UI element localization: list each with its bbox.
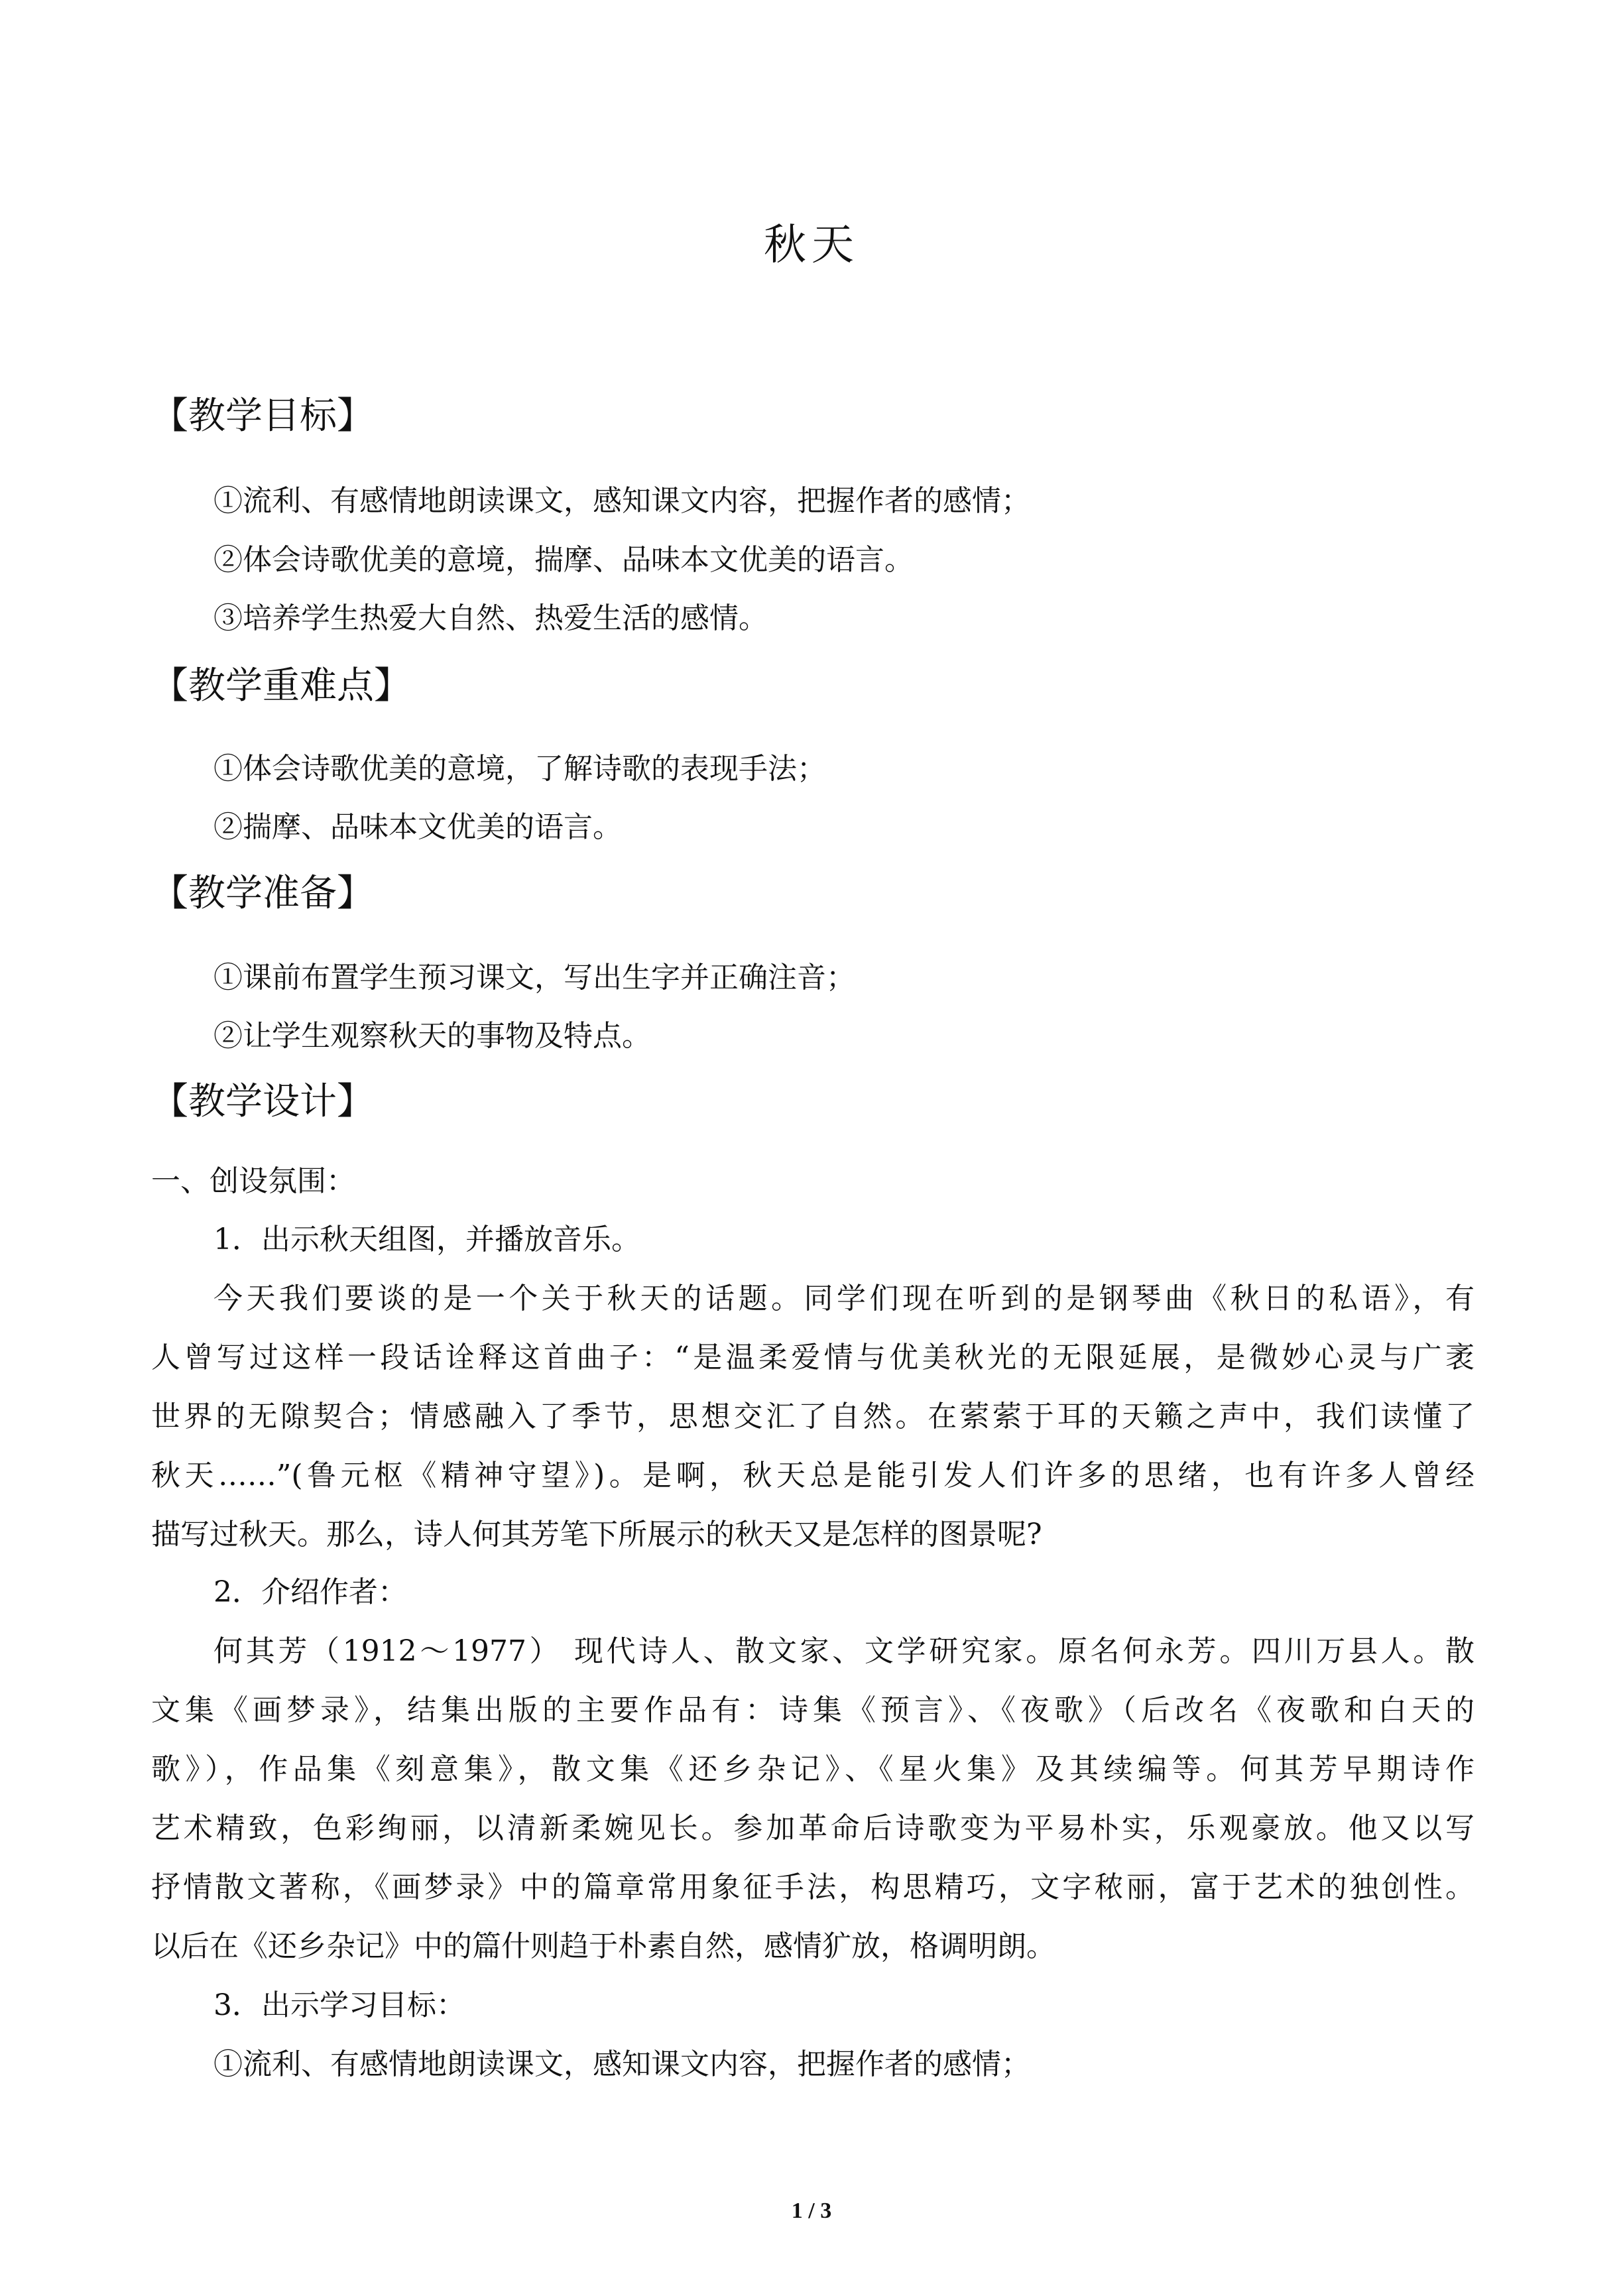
design-step-2: 2．介绍作者：: [213, 1575, 407, 1609]
paragraph-line: 人曾写过这样一段话诠释这首曲子：“是温柔爱情与优美秋光的无限延展，是微妙心灵与广袤: [151, 1341, 1474, 1374]
paragraph-line: 文集《画梦录》，结集出版的主要作品有：诗集《预言》、《夜歌》（后改名《夜歌和白天的: [151, 1693, 1474, 1727]
paragraph-line: 抒情散文著称，《画梦录》中的篇章常用象征手法，构思精巧，文字秾丽，富于艺术的独创性。: [151, 1870, 1474, 1904]
paragraph-line: 艺术精致，色彩绚丽，以清新柔婉见长。参加革命后诗歌变为平易朴实，乐观豪放。他又以写: [151, 1811, 1474, 1845]
goal-item-3: ③培养学生热爱大自然、热爱生活的感情。: [213, 601, 768, 635]
paragraph-line: 歌》），作品集《刻意集》，散文集《还乡杂记》、《星火集》及其续编等。何其芳早期诗作: [151, 1752, 1474, 1786]
paragraph-line: 以后在《还乡杂记》中的篇什则趋于朴素自然，感情犷放，格调明朗。: [151, 1929, 1055, 1963]
section-heading-preparation: 【教学准备】: [151, 872, 374, 915]
design-part-title: 一、创设氛围：: [151, 1164, 355, 1198]
goal-item-1: ①流利、有感情地朗读课文，感知课文内容，把握作者的感情；: [213, 484, 1030, 518]
section-heading-key-points: 【教学重难点】: [151, 664, 411, 707]
design-step-3-item: ①流利、有感情地朗读课文，感知课文内容，把握作者的感情；: [213, 2047, 1030, 2081]
paragraph-line: 世界的无隙契合；情感融入了季节，思想交汇了自然。在萦萦于耳的天籁之声中，我们读懂了: [151, 1400, 1474, 1433]
paragraph-line: 秋天……”(鲁元枢《精神守望》)。是啊，秋天总是能引发人们许多的思绪，也有许多人曾经: [151, 1459, 1474, 1492]
key-point-item-2: ②揣摩、品味本文优美的语言。: [213, 810, 622, 844]
section-heading-goals: 【教学目标】: [151, 394, 374, 438]
design-step-1: 1．出示秋天组图，并播放音乐。: [213, 1223, 640, 1256]
paragraph-line: 描写过秋天。那么，诗人何其芳笔下所展示的秋天又是怎样的图景呢?: [151, 1518, 1042, 1551]
design-step-3: 3．出示学习目标：: [213, 1988, 465, 2022]
preparation-item-2: ②让学生观察秋天的事物及特点。: [213, 1019, 651, 1053]
paragraph-line: 何其芳（1912～1977） 现代诗人、散文家、文学研究家。原名何永芳。四川万县人。散: [213, 1634, 1474, 1668]
section-heading-design: 【教学设计】: [151, 1080, 374, 1123]
page-title: 秋天: [764, 221, 859, 270]
paragraph-line: 今天我们要谈的是一个关于秋天的话题。同学们现在听到的是钢琴曲《秋日的私语》，有: [213, 1282, 1474, 1315]
preparation-item-1: ①课前布置学生预习课文，写出生字并正确注音；: [213, 961, 855, 995]
key-point-item-1: ①体会诗歌优美的意境，了解诗歌的表现手法；: [213, 752, 826, 786]
goal-item-2: ②体会诗歌优美的意境，揣摩、品味本文优美的语言。: [213, 543, 914, 577]
page-number: 1 / 3: [791, 2199, 832, 2223]
